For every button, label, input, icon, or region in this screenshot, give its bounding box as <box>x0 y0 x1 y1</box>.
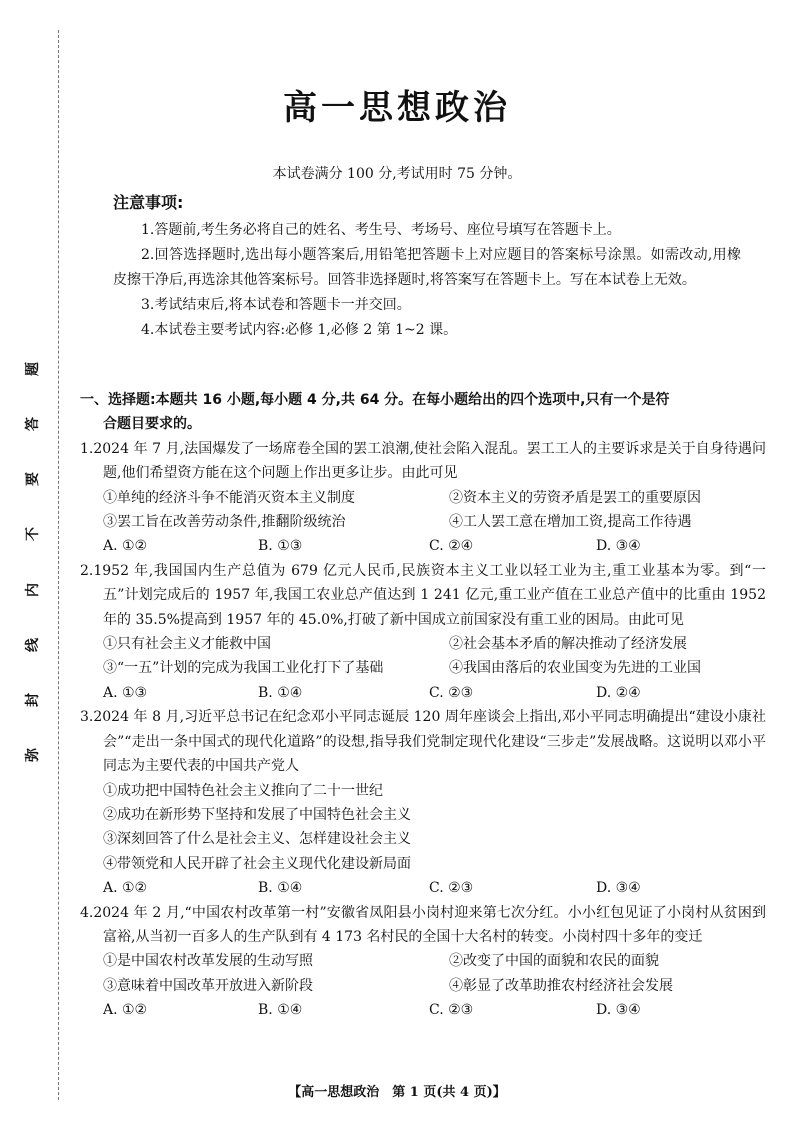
statement-option: ②改变了中国的面貌和农民的面貌 <box>449 953 659 970</box>
statement-option: ④带领党和人民开辟了社会主义现代化建设新局面 <box>103 855 411 872</box>
answer-choice-a: A. ①② <box>103 880 148 897</box>
answer-choices <box>80 534 766 558</box>
binding-char: 内 <box>25 582 41 597</box>
statement-option: ④工人罢工意在增加工资,提高工作待遇 <box>449 514 692 531</box>
binding-dashed-line <box>58 30 59 1100</box>
answer-choice-d: D. ③④ <box>596 880 641 897</box>
page-title: 高一思想政治 <box>283 88 511 128</box>
statement-option: ①只有社会主义才能救中国 <box>103 636 271 653</box>
answer-choice-a: A. ①③ <box>103 684 148 701</box>
statement-options <box>80 949 766 998</box>
question-1 <box>80 437 766 559</box>
answer-choices <box>80 681 766 705</box>
answer-choice-c: C. ②④ <box>429 538 474 555</box>
statement-option: ②社会基本矛盾的解决推动了经济发展 <box>449 636 687 653</box>
answer-choice-d: D. ③④ <box>596 1002 641 1019</box>
binding-char: 要 <box>25 472 41 487</box>
notice-item: 4.本试卷主要考试内容:必修 1,必修 2 第 1~2 课。 <box>141 322 458 338</box>
binding-warning <box>22 362 44 762</box>
statement-option: ③深刻回答了什么是社会主义、怎样建设社会主义 <box>103 831 411 848</box>
question-stem: 4.2024 年 2 月,“中国农村改革第一村”安徽省凤阳县小岗村迎来第七次分红。小小红包见证了小岗村从贫困到富裕,从当初一百多人的生产队到有 4 173 名村民的全国十大名村的转变。小岗村四十多年的变迁 <box>80 904 766 945</box>
statement-option: ③意味着中国改革开放进入新阶段 <box>103 977 313 994</box>
statement-option: ①单纯的经济斗争不能消灭资本主义制度 <box>103 489 355 506</box>
statement-option: ④我国由落后的农业国变为先进的工业国 <box>449 660 701 677</box>
statement-option: ①成功把中国特色社会主义推向了二十一世纪 <box>103 782 383 799</box>
answer-choice-c: C. ②③ <box>429 684 474 701</box>
statement-options <box>80 632 766 681</box>
section-header-line2: 合题目要求的。 <box>103 416 201 433</box>
notice-item: 2.回答选择题时,选出每小题答案后,用铅笔把答题卡上对应题目的答案标号涂黑。如需改动,用橡皮擦干净后,再选涂其他答案标号。回答非选择题时,将答案写在答题卡上。写在本试卷上无效。 <box>113 247 741 288</box>
statement-options <box>80 486 766 535</box>
question-stem: 1.2024 年 7 月,法国爆发了一场席卷全国的罢工浪潮,使社会陷入混乱。罢工工人的主要诉求是关于自身待遇问题,他们希望资方能在这个问题上作出更多让步。由此可见 <box>80 440 766 482</box>
statement-option: ③“一五”计划的完成为我国工业化打下了基础 <box>103 660 384 677</box>
section-header <box>80 388 766 437</box>
binding-char: 线 <box>25 637 41 652</box>
answer-choices <box>80 876 766 900</box>
answer-choice-a: A. ①② <box>103 1002 148 1019</box>
statement-option: ②资本主义的劳资矛盾是罢工的重要原因 <box>449 489 701 506</box>
answer-choice-a: A. ①② <box>103 538 148 555</box>
binding-char: 不 <box>25 527 41 542</box>
binding-char: 封 <box>25 692 41 707</box>
notice-item: 3.考试结束后,将本试卷和答题卡一并交回。 <box>141 297 411 313</box>
answer-choice-d: D. ②④ <box>596 684 641 701</box>
question-4 <box>80 901 766 1023</box>
binding-char: 题 <box>25 362 41 376</box>
question-stem: 2.1952 年,我国国内生产总值为 679 亿元人民币,民族资本主义工业以轻工业为主,重工业基本为零。到“一五”计划完成后的 1957 年,我国工农业总产值达到 1 241 亿元,重工业产值在工业总产值中的比重由 1952 年的 35.5%提高到 1957 年的 45.0%,打破了新中国成立前国家没有重工业的困局。由此可见 <box>80 562 766 628</box>
notice-list <box>113 218 741 343</box>
answer-choice-d: D. ③④ <box>596 538 641 555</box>
answer-choices <box>80 998 766 1022</box>
statement-option: ④彰显了改革助推农村经济社会发展 <box>449 977 673 994</box>
answer-choice-c: C. ②③ <box>429 880 474 897</box>
question-3 <box>80 705 766 900</box>
answer-choice-b: B. ①④ <box>258 1002 303 1019</box>
exam-info: 本试卷满分 100 分,考试用时 75 分钟。 <box>272 166 522 182</box>
answer-choice-c: C. ②③ <box>429 1002 474 1019</box>
binding-char: 弥 <box>25 747 41 762</box>
statement-option: ①是中国农村改革发展的生动写照 <box>103 953 313 970</box>
section-header-line1: 一、选择题:本题共 16 小题,每小题 4 分,共 64 分。在每小题给出的四个选项中,只有一个是符 <box>80 392 670 408</box>
statement-options <box>80 779 766 877</box>
notice-item: 1.答题前,考生务必将自己的姓名、考生号、考场号、座位号填写在答题卡上。 <box>141 222 621 238</box>
question-2 <box>80 559 766 705</box>
answer-choice-b: B. ①④ <box>258 880 303 897</box>
notice-title: 注意事项: <box>113 193 184 212</box>
question-stem: 3.2024 年 8 月,习近平总书记在纪念邓小平同志诞辰 120 周年座谈会上指出,邓小平同志明确提出“建设小康社会”“走出一条中国式的现代化道路”的设想,指导我们党制定现代化建设“三步走”发展战略。这说明以邓小平同志为主要代表的中国共产党人 <box>80 709 766 775</box>
binding-char: 答 <box>25 417 41 432</box>
statement-option: ②成功在新形势下坚持和发展了中国特色社会主义 <box>103 806 411 823</box>
answer-choice-b: B. ①③ <box>258 538 303 555</box>
questions-section <box>80 388 766 1023</box>
page-footer: 【高一思想政治 第 1 页(共 4 页)】 <box>288 1085 506 1100</box>
statement-option: ③罢工旨在改善劳动条件,推翻阶级统治 <box>103 514 346 531</box>
answer-choice-b: B. ①④ <box>258 684 303 701</box>
